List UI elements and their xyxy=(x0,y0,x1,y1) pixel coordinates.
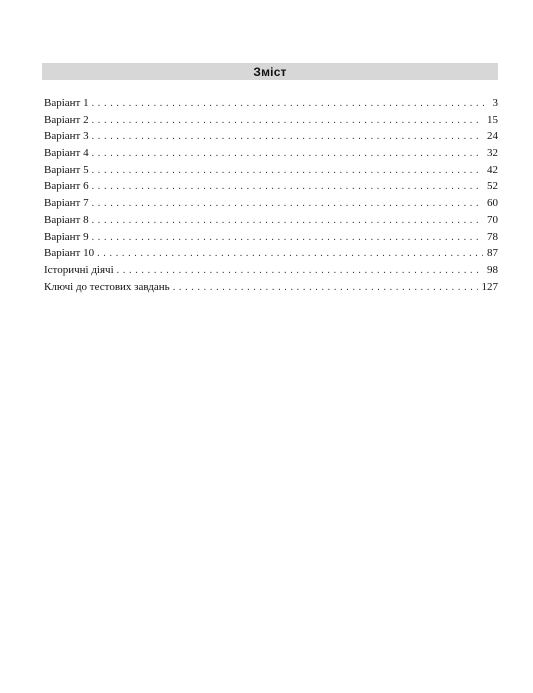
toc-title: Зміст xyxy=(253,64,287,79)
toc-entry-label: Варіант 9 xyxy=(44,230,89,243)
toc-entry[interactable] xyxy=(44,214,498,231)
toc-entry[interactable] xyxy=(44,247,498,264)
toc-entry[interactable] xyxy=(44,114,498,131)
toc-entry-label: Варіант 5 xyxy=(44,163,89,176)
toc-entry-label: Ключі до тестових завдань xyxy=(44,280,170,293)
toc-entry-page: 87 xyxy=(487,247,498,260)
toc-dot-leader xyxy=(92,98,489,109)
toc-dot-leader xyxy=(92,181,483,192)
toc-dot-leader xyxy=(92,148,483,159)
toc-entry-label: Варіант 8 xyxy=(44,213,89,226)
toc-entry-label: Варіант 3 xyxy=(44,130,89,143)
toc-entry-page: 52 xyxy=(487,180,498,193)
toc-entry[interactable] xyxy=(44,147,498,164)
toc-entry-label: Історичні діячі xyxy=(44,263,114,276)
toc-dot-leader xyxy=(92,198,483,209)
toc-entry-label: Варіант 2 xyxy=(44,113,89,126)
toc-dot-leader xyxy=(92,115,483,126)
toc-list xyxy=(44,97,498,297)
toc-entry-label: Варіант 7 xyxy=(44,197,89,210)
toc-dot-leader xyxy=(92,165,483,176)
toc-dot-leader xyxy=(92,131,483,142)
toc-entry[interactable] xyxy=(44,164,498,181)
toc-dot-leader xyxy=(92,232,483,243)
toc-entry-label: Варіант 1 xyxy=(44,97,89,109)
toc-entry[interactable] xyxy=(44,281,498,298)
toc-entry[interactable] xyxy=(44,180,498,197)
toc-dot-leader xyxy=(92,215,483,226)
toc-entry-page: 15 xyxy=(487,113,498,126)
toc-entry[interactable] xyxy=(44,130,498,147)
toc-dot-leader xyxy=(117,265,483,276)
toc-entry-page: 98 xyxy=(487,263,498,276)
toc-entry-page: 24 xyxy=(487,130,498,143)
toc-entry[interactable] xyxy=(44,197,498,214)
toc-dot-leader xyxy=(173,282,478,293)
toc-entry[interactable] xyxy=(44,231,498,248)
toc-entry-label: Варіант 10 xyxy=(44,247,95,260)
toc-entry-page: 60 xyxy=(487,197,498,210)
toc-entry-page: 70 xyxy=(487,213,498,226)
toc-entry[interactable] xyxy=(44,97,498,114)
toc-header-bar xyxy=(42,63,498,80)
toc-entry-page: 42 xyxy=(487,163,498,176)
toc-entry-page: 3 xyxy=(492,97,498,109)
toc-entry-label: Варіант 4 xyxy=(44,147,89,160)
toc-entry-page: 32 xyxy=(487,147,498,160)
toc-entry-page: 78 xyxy=(487,230,498,243)
toc-entry-label: Варіант 6 xyxy=(44,180,89,193)
toc-entry-page: 127 xyxy=(481,280,498,293)
toc-entry[interactable] xyxy=(44,264,498,281)
toc-dot-leader xyxy=(97,248,483,259)
